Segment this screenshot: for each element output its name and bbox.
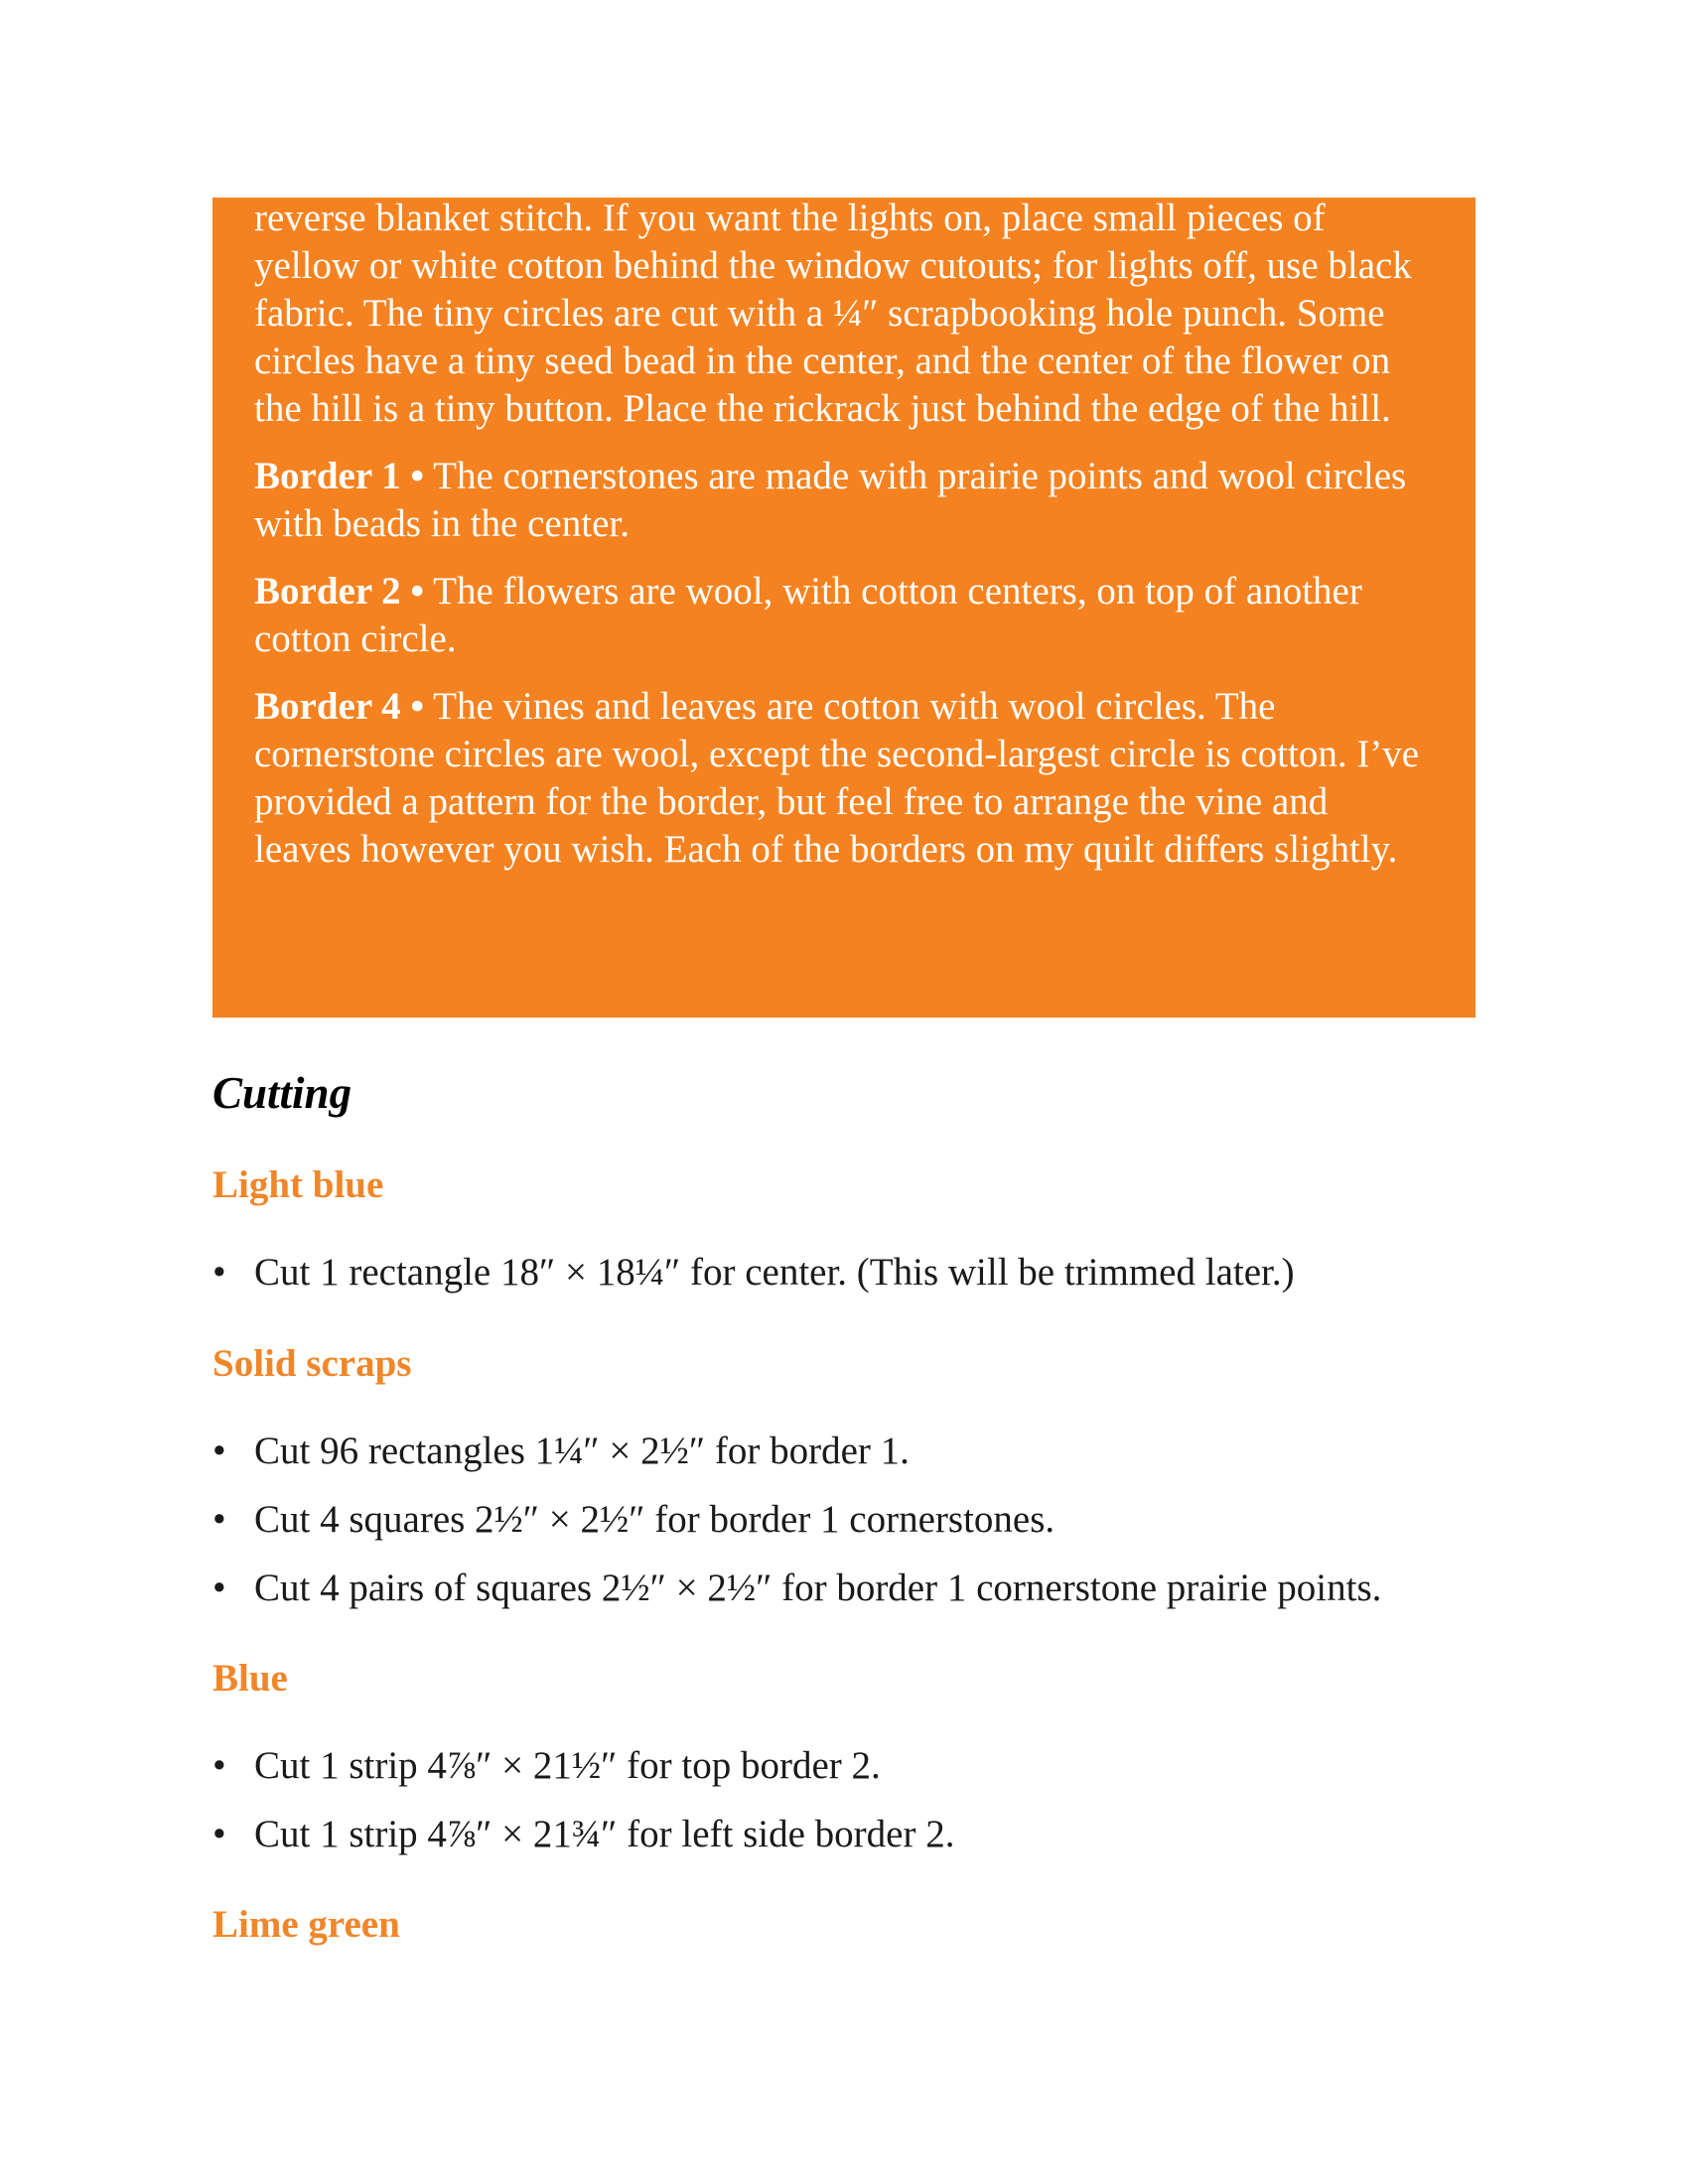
list-item — [212, 1565, 1381, 1612]
heading-light-blue: Light blue — [212, 1163, 384, 1206]
bullet-glyph: • — [212, 1567, 226, 1609]
sidebar-paragraph-intro — [254, 195, 1426, 433]
cut-instruction: Cut 4 squares 2½″ × 2½″ for border 1 cornerstones. — [254, 1498, 1055, 1541]
cut-list-light-blue — [212, 1249, 1295, 1317]
list-item — [212, 1428, 1381, 1475]
heading-lime-green: Lime green — [212, 1903, 400, 1946]
heading-blue: Blue — [212, 1657, 288, 1700]
sidebar-paragraph-border-4 — [254, 683, 1426, 874]
cut-instruction: Cut 1 strip 4⅞″ × 21½″ for top border 2. — [254, 1744, 881, 1787]
bullet-glyph: • — [212, 1498, 226, 1541]
bullet-glyph: • — [212, 1430, 226, 1472]
bullet-glyph: • — [212, 1813, 226, 1855]
cut-instruction: Cut 1 rectangle 18″ × 18¼″ for center. (This will be trimmed later.) — [254, 1251, 1295, 1294]
sidebar-paragraph-text: The vines and leaves are cotton with wool circles. The cornerstone circles are wool, except the second-largest circle is cotton. I’ve provided a pattern for the border, but feel free to arrange the vine and leaves however you wish. Each of the borders on my quilt differs slightly. — [254, 685, 1420, 871]
list-item — [212, 1249, 1295, 1297]
sidebar-paragraph-lead: Border 1 • — [254, 455, 425, 497]
bullet-glyph: • — [212, 1251, 226, 1294]
sidebar-paragraph-lead: Border 4 • — [254, 685, 425, 728]
cut-list-blue — [212, 1742, 954, 1879]
list-item — [212, 1811, 954, 1858]
instructions-sidebar — [212, 198, 1476, 1018]
list-item — [212, 1496, 1381, 1544]
cut-list-solid-scraps — [212, 1428, 1381, 1633]
sidebar-paragraph-text: reverse blanket stitch. If you want the lights on, place small pieces of yellow or white cotton behind the window cutouts; for lights off, use black fabric. The tiny circles are cut with a ¼″ scrapbooking hole punch. Some circles have a tiny seed bead in the center, and the center of the flower on the hill is a tiny button. Place the rickrack just behind the edge of the hill. — [254, 197, 1412, 430]
bullet-glyph: • — [212, 1744, 226, 1787]
cut-instruction: Cut 96 rectangles 1¼″ × 2½″ for border 1. — [254, 1430, 910, 1472]
sidebar-paragraph-lead: Border 2 • — [254, 570, 425, 613]
sidebar-paragraph-text: The cornerstones are made with prairie points and wool circles with beads in the center. — [254, 455, 1407, 545]
cut-instruction: Cut 4 pairs of squares 2½″ × 2½″ for border 1 cornerstone prairie points. — [254, 1567, 1382, 1609]
sidebar-paragraph-text: The flowers are wool, with cotton centers, on top of another cotton circle. — [254, 570, 1362, 660]
cut-instruction: Cut 1 strip 4⅞″ × 21¾″ for left side border 2. — [254, 1813, 955, 1855]
cutting-title: Cutting — [212, 1068, 352, 1118]
sidebar-paragraph-border-1 — [254, 453, 1426, 548]
sidebar-paragraph-border-2 — [254, 568, 1426, 663]
heading-solid-scraps: Solid scraps — [212, 1342, 412, 1385]
list-item — [212, 1742, 954, 1790]
